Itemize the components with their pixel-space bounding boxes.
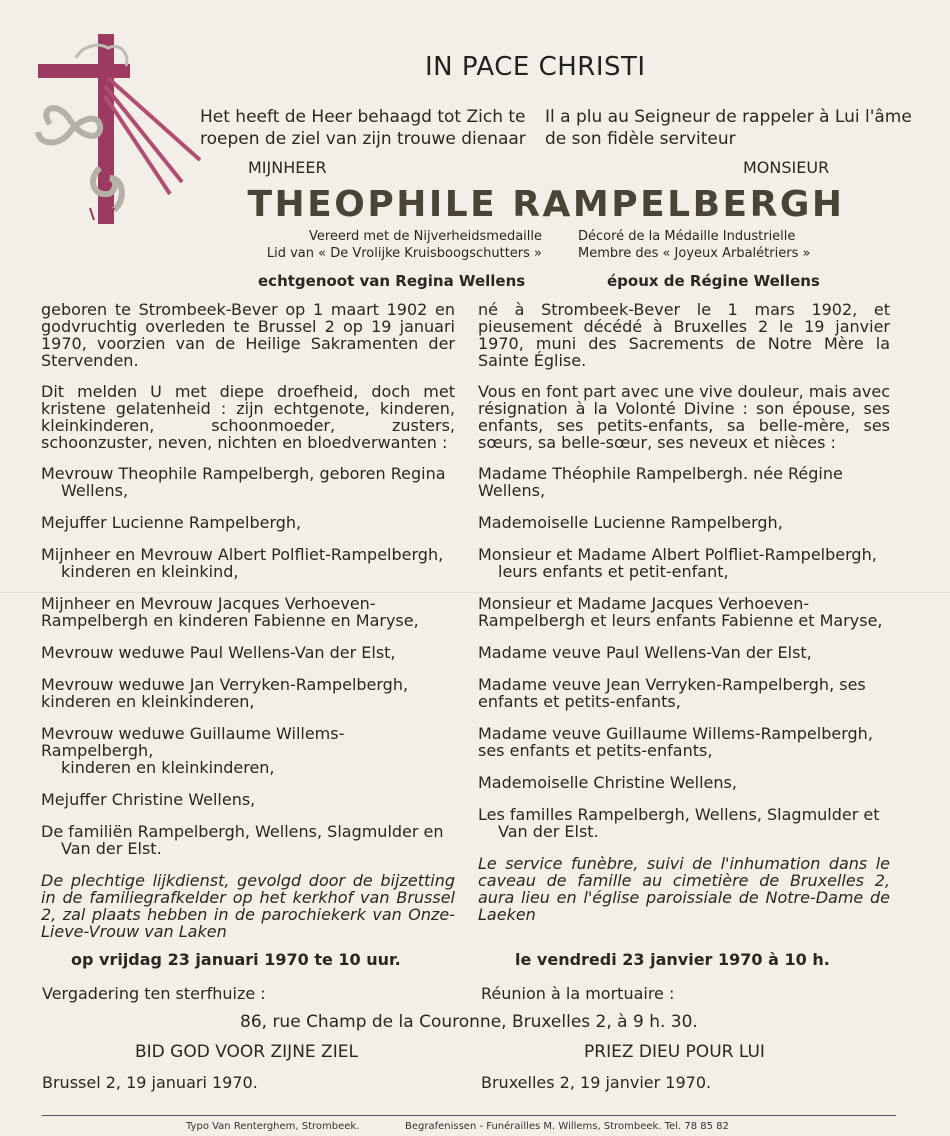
intro-fr xyxy=(545,106,912,150)
gathering-nl: Vergadering ten sterfhuize : xyxy=(42,984,266,1003)
service-date-fr: le vendredi 23 janvier 1970 à 10 h. xyxy=(515,950,830,969)
deceased-name: THEOPHILE RAMPELBERGH xyxy=(247,184,845,225)
place-date-nl: Brussel 2, 19 januari 1970. xyxy=(42,1073,258,1092)
footer-funeral-home: Begrafenissen - Funérailles M. Willems, Strombeek. Tel. 78 85 82 xyxy=(405,1121,729,1132)
family-item: Madame veuve Guillaume Willems-Rampelbergh, ses enfants et petits-enfants, xyxy=(478,724,873,760)
footer-printer: Typo Van Renterghem, Strombeek. xyxy=(186,1121,360,1132)
intro-fr-line-1: Il a plu au Seigneur de rappeler à Lui l'âme xyxy=(545,107,912,127)
family-item: Mejuffer Lucienne Rampelbergh, xyxy=(41,513,302,532)
honor-fr-2: Membre des « Joyeux Arbalétriers » xyxy=(578,246,811,261)
birth-text-fr: né à Strombeek-Bever le 1 mars 1902, et pieusement décédé à Bruxelles 2 le 19 janvier 1970, muni des Sacrements de Notre Mère la Sainte Église. xyxy=(478,300,890,370)
family-item: Mevrouw weduwe Paul Wellens-Van der Elst, xyxy=(41,643,396,662)
footer-divider xyxy=(42,1115,896,1116)
spouse-fr: époux de Régine Wellens xyxy=(607,272,820,290)
title-fr: MONSIEUR xyxy=(743,158,830,177)
announce-text-fr: Vous en font part avec une vive douleur, mais avec résignation à la Volonté Divine : son épouse, ses enfants, ses petits-enfants, sa belle-mère, ses sœurs, sa belle-sœur, ses neveux et nièces : xyxy=(478,382,890,452)
honor-nl-1: Vereerd met de Nijverheidsmedaille xyxy=(308,229,542,244)
family-item: Madame veuve Jean Verryken-Rampelbergh, ses enfants et petits-enfants, xyxy=(478,675,866,711)
intro-nl-line-1: Het heeft de Heer behaagd tot Zich te xyxy=(200,107,526,127)
family-item: Madame veuve Paul Wellens-Van der Elst, xyxy=(478,643,812,662)
family-item: Mevrouw weduwe Guillaume Willems-Rampelbergh, kinderen en kleinkinderen, xyxy=(41,724,345,777)
honors-nl xyxy=(230,228,542,262)
service-date-nl: op vrijdag 23 januari 1970 te 10 uur. xyxy=(71,950,401,969)
address: 86, rue Champ de la Couronne, Bruxelles 2, à 9 h. 30. xyxy=(240,1012,698,1032)
gathering-fr: Réunion à la mortuaire : xyxy=(481,984,675,1003)
honor-nl-2: Lid van « De Vrolijke Kruisboogschutters » xyxy=(266,246,542,261)
family-list-nl xyxy=(41,465,455,857)
honors-fr xyxy=(578,228,878,262)
family-item: Mijnheer en Mevrouw Albert Polfliet-Rampelbergh, kinderen en kleinkind, xyxy=(41,545,444,581)
title-nl: MIJNHEER xyxy=(248,158,327,177)
family-item: Mevrouw Theophile Rampelbergh, geboren Regina Wellens, xyxy=(41,464,446,500)
birth-text-nl: geboren te Strombeek-Bever op 1 maart 1902 en godvruchtig overleden te Brussel 2 op 19 januari 1970, voorzien van de Heilige Sakramenten der Stervenden. xyxy=(41,300,455,370)
heading: IN PACE CHRISTI xyxy=(425,52,646,82)
service-text-fr: Le service funèbre, suivi de l'inhumation dans le caveau de famille au cimetière de Bruxelles 2, aura lieu en l'église paroissiale de Notre-Dame de Laeken xyxy=(478,854,890,924)
column-french xyxy=(478,301,890,933)
family-item: Monsieur et Madame Jacques Verhoeven-Rampelbergh et leurs enfants Fabienne et Maryse, xyxy=(478,594,883,630)
family-item: De familiën Rampelbergh, Wellens, Slagmulder en Van der Elst. xyxy=(41,822,444,858)
prayer-fr: PRIEZ DIEU POUR LUI xyxy=(584,1042,765,1062)
honor-fr-1: Décoré de la Médaille Industrielle xyxy=(578,229,796,244)
family-item: Madame Théophile Rampelbergh. née Régine Wellens, xyxy=(478,464,843,500)
family-item: Monsieur et Madame Albert Polfliet-Rampelbergh, leurs enfants et petit-enfant, xyxy=(478,545,877,581)
family-item: Mademoiselle Christine Wellens, xyxy=(478,773,737,792)
family-item: Mademoiselle Lucienne Rampelbergh, xyxy=(478,513,783,532)
spouse-nl: echtgenoot van Regina Wellens xyxy=(258,272,526,290)
intro-nl-line-2: roepen de ziel van zijn trouwe dienaar xyxy=(200,129,526,149)
family-item: Mejuffer Christine Wellens, xyxy=(41,790,256,809)
family-list-fr xyxy=(478,465,890,840)
place-date-fr: Bruxelles 2, 19 janvier 1970. xyxy=(481,1073,712,1092)
intro-nl xyxy=(200,106,526,150)
cross-emblem-icon xyxy=(30,28,210,228)
service-text-nl: De plechtige lijkdienst, gevolgd door de bijzetting in de familiegrafkelder op het kerkhof van Brussel 2, zal plaats hebben in de parochiekerk van Onze-Lieve-Vrouw van Laken xyxy=(41,871,455,941)
intro-fr-line-2: de son fidèle serviteur xyxy=(545,129,736,149)
prayer-nl: BID GOD VOOR ZIJNE ZIEL xyxy=(135,1042,358,1062)
family-item: Mijnheer en Mevrouw Jacques Verhoeven-Rampelbergh en kinderen Fabienne en Maryse, xyxy=(41,594,419,630)
family-item: Mevrouw weduwe Jan Verryken-Rampelbergh, kinderen en kleinkinderen, xyxy=(41,675,409,711)
column-dutch xyxy=(41,301,455,950)
family-item: Les familles Rampelbergh, Wellens, Slagmulder et Van der Elst. xyxy=(478,805,880,841)
announce-text-nl: Dit melden U met diepe droefheid, doch met kristene gelatenheid : zijn echtgenote, kinderen, kleinkinderen, schoonmoeder, zusters, schoonzuster, neven, nichten en bloedverwanten : xyxy=(41,382,455,452)
